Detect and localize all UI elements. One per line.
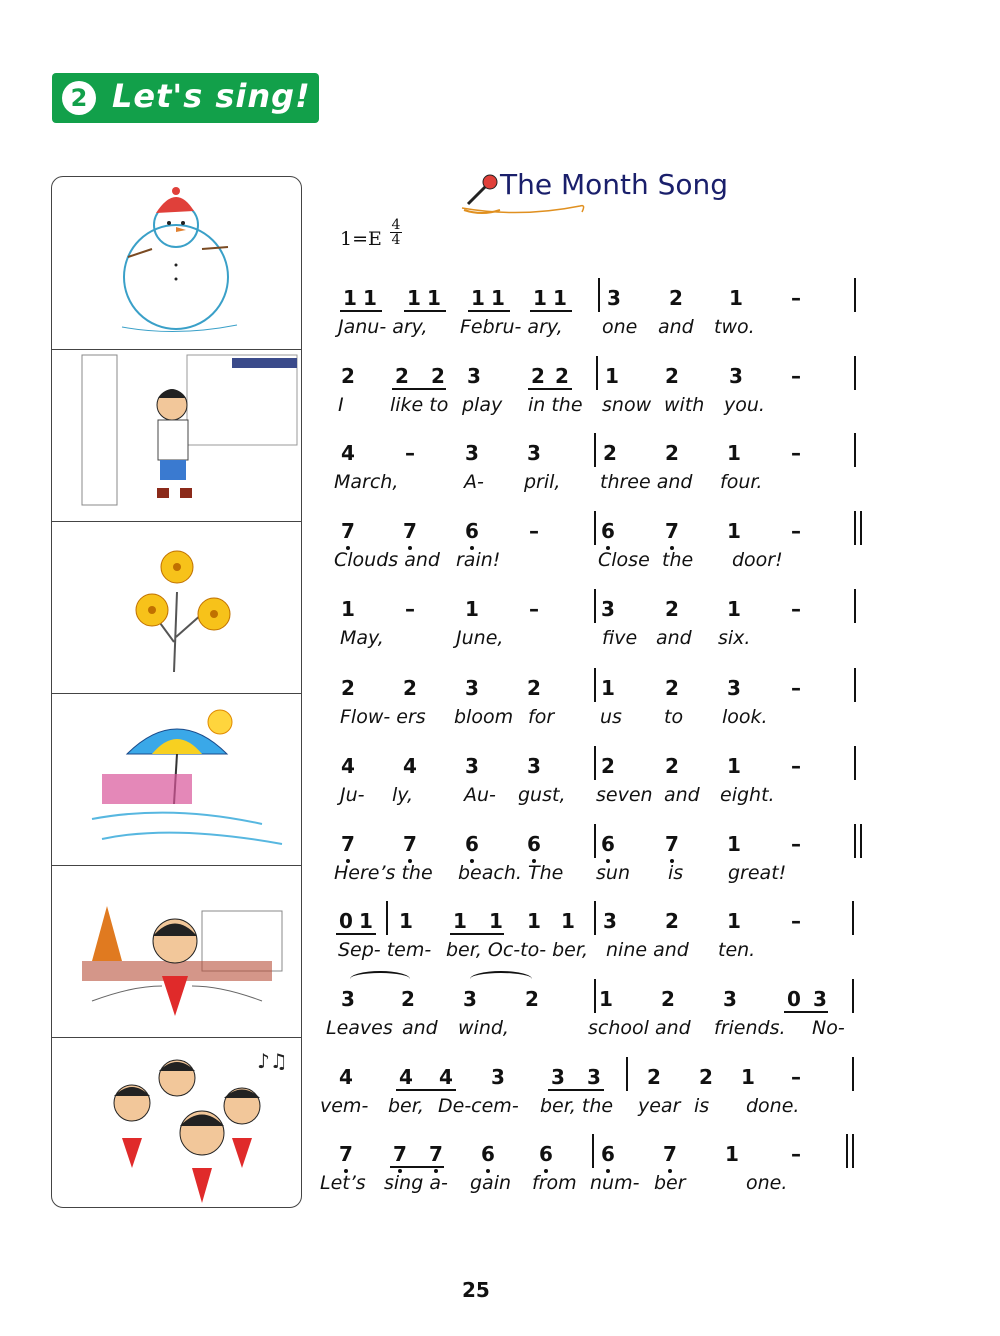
note: 1 xyxy=(729,286,743,310)
note: 7 xyxy=(403,832,417,856)
lyric: beach. The xyxy=(458,862,564,884)
lyric: play xyxy=(462,394,503,416)
lyric: Janu- ary, xyxy=(338,316,428,338)
note: 4 xyxy=(439,1065,453,1089)
note: 1 xyxy=(527,909,541,933)
lyric: Au- xyxy=(464,784,496,806)
lyric: May, xyxy=(340,627,384,649)
bar-line xyxy=(854,746,856,780)
bar-line xyxy=(594,589,596,623)
lyric: is xyxy=(668,862,684,884)
note: 2 xyxy=(601,754,615,778)
note: 1 xyxy=(727,754,741,778)
note: 1 xyxy=(471,286,485,310)
bar-line xyxy=(594,668,596,702)
note: 3 xyxy=(527,441,541,465)
lyric: six. xyxy=(718,627,751,649)
bar-line xyxy=(594,511,596,545)
lyric: ber, xyxy=(388,1095,424,1117)
lyric: rain! xyxy=(456,549,501,571)
lyric: March, xyxy=(334,471,399,493)
bar-line xyxy=(854,668,856,702)
lyric: Close xyxy=(598,549,650,571)
note: 3 xyxy=(463,987,477,1011)
bar-line xyxy=(594,433,596,467)
section-number: 2 xyxy=(62,81,96,115)
lyric: nine and xyxy=(606,939,689,961)
note: 2 xyxy=(699,1065,713,1089)
note: 1 xyxy=(727,519,741,543)
beam-underline xyxy=(548,1089,604,1091)
bar-line xyxy=(852,1057,854,1091)
lyric: snow xyxy=(602,394,652,416)
note: – xyxy=(791,909,801,933)
note: 7 xyxy=(665,832,679,856)
note: 2 xyxy=(665,597,679,621)
lyric: ly, xyxy=(392,784,414,806)
lyric: ber, the xyxy=(540,1095,614,1117)
lyric: Clouds and xyxy=(334,549,440,571)
lyric: ten. xyxy=(718,939,756,961)
note: 0 xyxy=(787,987,801,1011)
note: – xyxy=(529,519,539,543)
lyric: look. xyxy=(722,706,768,728)
note: – xyxy=(791,676,801,700)
note: 2 xyxy=(555,364,569,388)
note: 3 xyxy=(607,286,621,310)
note: 7 xyxy=(663,1142,677,1166)
lyric: friends. xyxy=(714,1017,786,1039)
note: 3 xyxy=(465,441,479,465)
note: 2 xyxy=(527,676,541,700)
note: 6 xyxy=(539,1142,553,1166)
bar-line xyxy=(594,901,596,935)
note: 3 xyxy=(601,597,615,621)
slur-mark xyxy=(470,971,532,987)
lyric: Sep- tem- xyxy=(338,939,432,961)
lyric: Ju- xyxy=(340,784,365,806)
note: 4 xyxy=(403,754,417,778)
lyric: to xyxy=(664,706,684,728)
bar-line xyxy=(852,979,854,1013)
note: 3 xyxy=(465,754,479,778)
lyric: sing a- xyxy=(384,1172,448,1194)
note: 1 xyxy=(561,909,575,933)
note: 7 xyxy=(393,1142,407,1166)
bar-line xyxy=(592,1134,594,1168)
note: 2 xyxy=(665,754,679,778)
note: 3 xyxy=(551,1065,565,1089)
lyric: Here’s the xyxy=(334,862,433,884)
lyric: gain xyxy=(470,1172,512,1194)
note: 2 xyxy=(341,364,355,388)
note: 6 xyxy=(465,832,479,856)
lyric: three and xyxy=(600,471,693,493)
note: 1 xyxy=(489,909,503,933)
lyric: and xyxy=(658,316,694,338)
lyric: in the xyxy=(528,394,583,416)
note: – xyxy=(791,597,801,621)
note: 2 xyxy=(531,364,545,388)
note: 7 xyxy=(341,832,355,856)
note: 1 xyxy=(727,597,741,621)
lyric: with xyxy=(664,394,705,416)
beam-underline xyxy=(528,388,572,390)
note: – xyxy=(791,519,801,543)
note: 7 xyxy=(341,519,355,543)
note: 1 xyxy=(727,441,741,465)
note: 1 xyxy=(341,597,355,621)
note: 1 xyxy=(465,597,479,621)
note: 2 xyxy=(665,909,679,933)
lyric: great! xyxy=(728,862,787,884)
lyric: the xyxy=(662,549,694,571)
note: 4 xyxy=(399,1065,413,1089)
note: – xyxy=(791,754,801,778)
bar-line xyxy=(386,901,388,935)
note: – xyxy=(791,441,801,465)
bar-line xyxy=(594,824,596,858)
note: 3 xyxy=(729,364,743,388)
lyric: vem- xyxy=(320,1095,369,1117)
note: 7 xyxy=(429,1142,443,1166)
lyric: two. xyxy=(714,316,755,338)
lyric: Flow- ers xyxy=(340,706,426,728)
note: 3 xyxy=(723,987,737,1011)
lyric: us xyxy=(600,706,622,728)
lyric: A- xyxy=(464,471,484,493)
lyric: for xyxy=(528,706,555,728)
lyric: five xyxy=(602,627,638,649)
note: 6 xyxy=(481,1142,495,1166)
bar-line xyxy=(854,356,856,390)
note: 2 xyxy=(665,441,679,465)
note: – xyxy=(529,597,539,621)
lyric: No- xyxy=(812,1017,845,1039)
beam-underline xyxy=(340,310,382,312)
note: 7 xyxy=(339,1142,353,1166)
note: 6 xyxy=(601,519,615,543)
note: 2 xyxy=(665,676,679,700)
beam-underline xyxy=(784,1011,828,1013)
lyric: wind, xyxy=(458,1017,509,1039)
note: 1 xyxy=(491,286,505,310)
beam-underline xyxy=(392,388,446,390)
note: 1 xyxy=(599,987,613,1011)
lyric: four. xyxy=(720,471,763,493)
lyric: num- xyxy=(590,1172,640,1194)
note: 1 xyxy=(741,1065,755,1089)
note: 7 xyxy=(665,519,679,543)
note: – xyxy=(791,364,801,388)
lyric: you. xyxy=(724,394,765,416)
note: 6 xyxy=(465,519,479,543)
note: 1 xyxy=(553,286,567,310)
note: 1 xyxy=(363,286,377,310)
lyric: Let’s xyxy=(320,1172,366,1194)
bar-line xyxy=(852,901,854,935)
note: 3 xyxy=(491,1065,505,1089)
note: 3 xyxy=(603,909,617,933)
beam-underline xyxy=(450,933,504,935)
lyric: year xyxy=(638,1095,681,1117)
bar-line xyxy=(594,746,596,780)
note: 1 xyxy=(533,286,547,310)
beam-underline xyxy=(404,310,446,312)
note: 2 xyxy=(341,676,355,700)
lyric: I xyxy=(338,394,344,416)
note: 1 xyxy=(343,286,357,310)
note: 1 xyxy=(601,676,615,700)
lyric: June, xyxy=(456,627,504,649)
note: 1 xyxy=(727,832,741,856)
note: 2 xyxy=(431,364,445,388)
note: 1 xyxy=(453,909,467,933)
lyric: one. xyxy=(746,1172,788,1194)
note: 3 xyxy=(813,987,827,1011)
song-title: The Month Song xyxy=(500,168,729,201)
key-signature: 1=E xyxy=(340,228,382,250)
bar-line xyxy=(854,824,856,858)
lyric: door! xyxy=(732,549,783,571)
note: 2 xyxy=(401,987,415,1011)
bar-line xyxy=(854,433,856,467)
lyric: bloom xyxy=(454,706,514,728)
note: 6 xyxy=(601,832,615,856)
lyric: De-cem- xyxy=(438,1095,519,1117)
note: – xyxy=(791,286,801,310)
bar-line xyxy=(854,511,856,545)
bar-line xyxy=(594,979,596,1013)
note: – xyxy=(791,832,801,856)
time-bottom: 4 xyxy=(391,232,401,248)
note: 1 xyxy=(399,909,413,933)
time-top: 4 xyxy=(391,217,401,233)
note: – xyxy=(791,1142,801,1166)
lyric: pril, xyxy=(524,471,561,493)
note: 1 xyxy=(605,364,619,388)
note: 1 xyxy=(725,1142,739,1166)
note: – xyxy=(791,1065,801,1089)
section-title: Let's sing! xyxy=(112,77,311,115)
note: 1 xyxy=(407,286,421,310)
note: 3 xyxy=(727,676,741,700)
beam-underline xyxy=(530,310,572,312)
note: 4 xyxy=(341,441,355,465)
lyric: ber xyxy=(654,1172,686,1194)
lyric: Febru- ary, xyxy=(460,316,563,338)
lyric: seven xyxy=(596,784,653,806)
note: 1 xyxy=(727,909,741,933)
lyric: and xyxy=(664,784,700,806)
lyric: school and xyxy=(588,1017,691,1039)
lyric: gust, xyxy=(518,784,566,806)
bar-line xyxy=(854,278,856,312)
slur-mark xyxy=(350,971,410,987)
note: 2 xyxy=(661,987,675,1011)
note: 7 xyxy=(403,519,417,543)
note: 2 xyxy=(395,364,409,388)
note: 2 xyxy=(603,441,617,465)
beam-underline xyxy=(468,310,510,312)
bar-line xyxy=(626,1057,628,1091)
bar-line xyxy=(860,511,862,545)
note: 3 xyxy=(527,754,541,778)
lyric: and xyxy=(402,1017,438,1039)
lyric: eight. xyxy=(720,784,775,806)
bar-line xyxy=(598,278,600,312)
note: 3 xyxy=(465,676,479,700)
bar-line xyxy=(860,824,862,858)
lyric: like to xyxy=(390,394,449,416)
note: 1 xyxy=(427,286,441,310)
lyric: Leaves xyxy=(326,1017,393,1039)
lyric: from xyxy=(532,1172,577,1194)
lyric: ber, Oc-to- ber, xyxy=(446,939,588,961)
lyric: sun xyxy=(596,862,630,884)
lyric: and xyxy=(656,627,692,649)
beam-underline xyxy=(396,1089,456,1091)
note: 2 xyxy=(403,676,417,700)
note: 3 xyxy=(587,1065,601,1089)
bar-line xyxy=(846,1134,848,1168)
lyric: one xyxy=(602,316,638,338)
note: – xyxy=(405,597,415,621)
note: – xyxy=(405,441,415,465)
note: 2 xyxy=(665,364,679,388)
bar-line xyxy=(854,589,856,623)
note: 6 xyxy=(601,1142,615,1166)
note: 0 xyxy=(339,909,353,933)
page-number: 25 xyxy=(462,1278,490,1302)
note: 4 xyxy=(341,754,355,778)
note: 3 xyxy=(341,987,355,1011)
note: 4 xyxy=(339,1065,353,1089)
lyric: done. xyxy=(746,1095,800,1117)
note: 2 xyxy=(647,1065,661,1089)
bar-line xyxy=(852,1134,854,1168)
beam-underline xyxy=(336,933,376,935)
note: 1 xyxy=(359,909,373,933)
note: 2 xyxy=(669,286,683,310)
svg-text:♪♫: ♪♫ xyxy=(257,1049,288,1073)
note: 3 xyxy=(467,364,481,388)
bar-line xyxy=(596,356,598,390)
note: 6 xyxy=(527,832,541,856)
note: 2 xyxy=(525,987,539,1011)
beam-underline xyxy=(390,1166,444,1168)
lyric: is xyxy=(694,1095,710,1117)
